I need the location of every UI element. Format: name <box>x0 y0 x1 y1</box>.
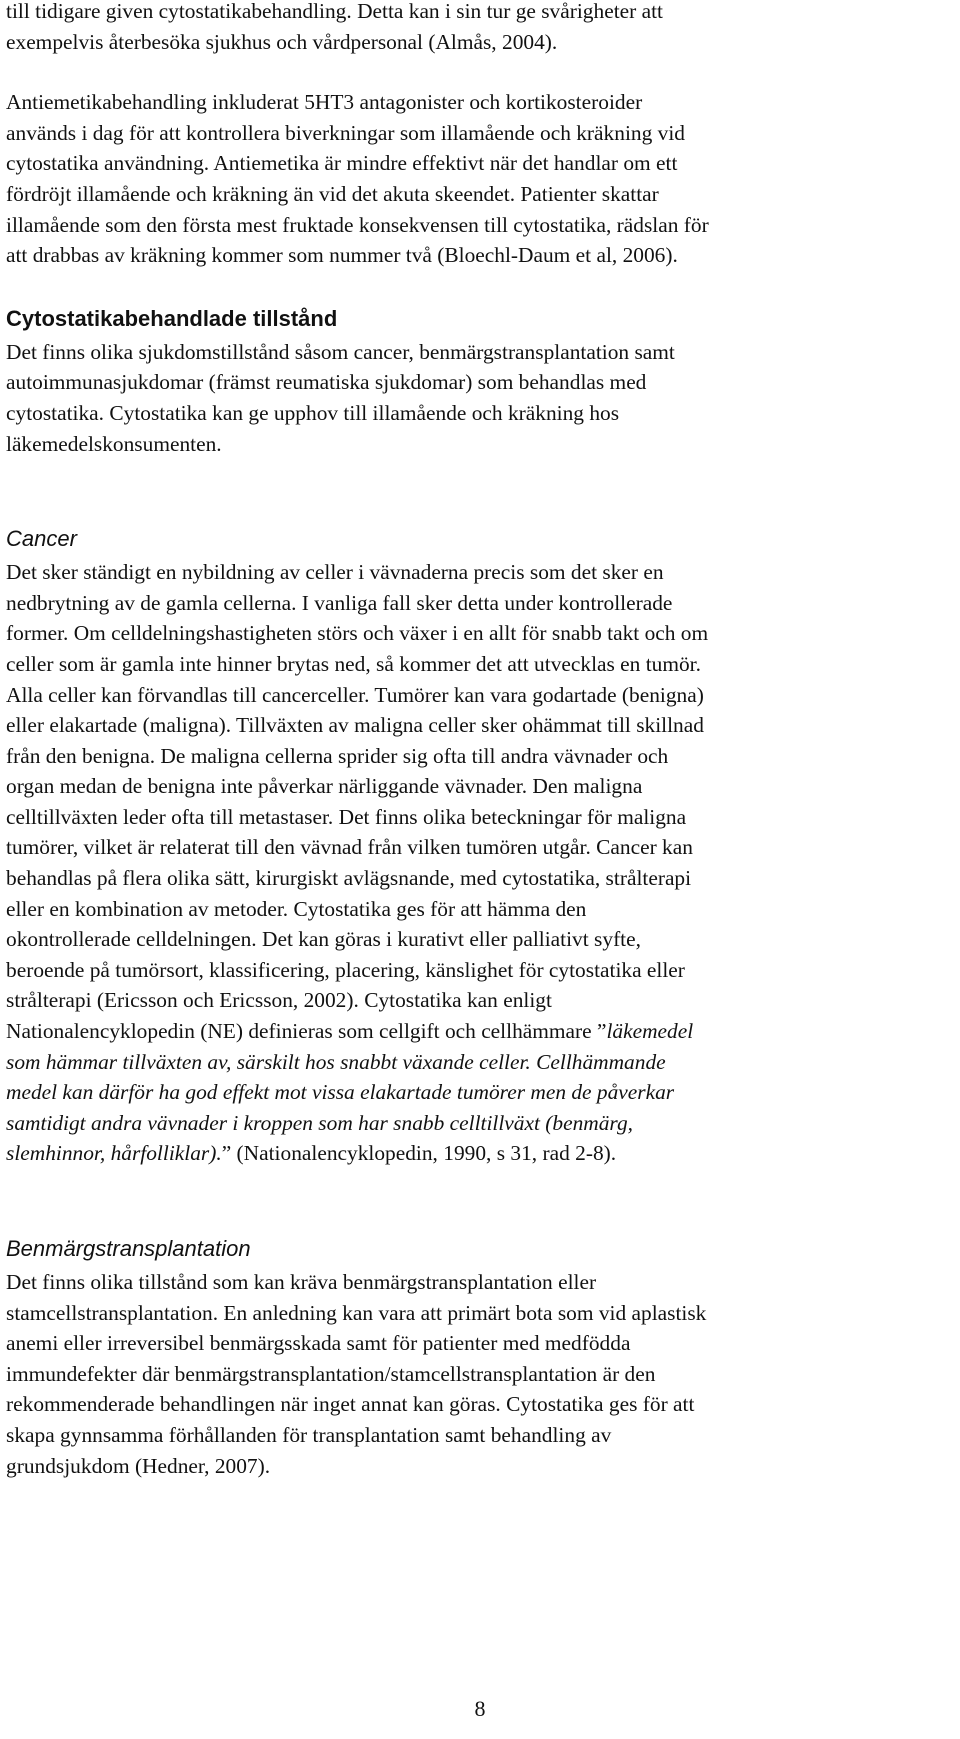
section-paragraph: Det finns olika sjukdomstillstånd såsom cancer, benmärgstransplantation samt autoimmunasjukdomar (främst reumatiska sjukdomar) som behandlas med cytostatika. Cytostatika kan ge upphov till illamående och kräkning hos läkemedelskonsumenten. <box>6 339 675 456</box>
intro-paragraph-2: Antiemetikabehandling inkluderat 5HT3 antagonister och kortikosteroider används i dag för att kontrollera biverkningar som illamående och kräkning vid cytostatika användning. Antiemetika är mindre effektivt när det handlar om ett fördröjt illamående och kräkning än vid det akuta skeendet. Patienter skattar illamående som den första mest fruktade konsekvensen till cytostatika, rädslan för att drabbas av kräkning kommer som nummer två (Bloechl-Daum et al, 2006). <box>6 90 709 268</box>
bone-marrow-paragraph: Det finns olika tillstånd som kan kräva benmärgstransplantation eller stamcellstransplantation. En anledning kan vara att primärt bota som vid aplastisk anemi eller irreversibel benmärgsskada samt för patienter med medfödda immundefekter där benmärgstransplantation/stamcellstransplantation är den rekommenderade behandlingen när inget annat kan göras. Cytostatika ges för att skapa gynnsamma förhållanden för transplantation samt behandling av grundsjukdom (Hedner, 2007). <box>6 1270 707 1478</box>
cancer-text: Det sker ständigt en nybildning av celler i vävnaderna precis som det sker en nedbrytning av de gamla cellerna. I vanliga fall sker detta under kontrollerade former. Om celldelningshastigheten störs och växer i en allt för snabb takt och om celler som är gamla inte hinner brytas ned, så kommer det att utvecklas en tumör. Alla celler kan förvandlas till cancerceller. Tumörer kan vara godartade (benigna) eller elakartade (maligna). Tillväxten av maligna celler sker ohämmat till skillnad från den benigna. De maligna cellerna sprider sig ofta till andra vävnader och organ medan de benigna inte påverkar närliggande vävnader. Den maligna celltillväxten leder ofta till metastaser. Det finns olika beteckningar för maligna tumörer, vilket är relaterat till den vävnad från vilken tumören utgår. Cancer kan behandlas på flera olika sätt, kirurgiskt avlägsnande, med cytostatika, strålterapi eller en kombination av metoder. Cytostatika ges för att hämma den okontrollerade celldelningen. Det kan göras i kurativt eller palliativt syfte, beroende på tumörsort, klassificering, placering, känslighet för cytostatika eller strålterapi (Ericsson och Ericsson, 2002). Cytostatika kan enligt Nationalencyklopedin (NE) definieras som cellgift och cellhämmare ” <box>6 560 709 1044</box>
page-number: 8 <box>474 1696 486 1721</box>
intro-paragraph-1: till tidigare given cytostatikabehandling. Detta kan i sin tur ge svårigheter att exempelvis återbesöka sjukhus och vårdpersonal (Almås, 2004). <box>6 0 663 54</box>
document-page <box>6 0 946 1481</box>
cancer-quote: läkemedel som hämmar tillväxten av, särskilt hos snabbt växande celler. Cellhämmande medel kan därför ha god effekt mot vissa elakartade tumörer men de påverkar samtidigt andra vävnader i kroppen som har snabb celltillväxt (benmärg, slemhinnor, hårfolliklar). <box>6 1019 694 1166</box>
cancer-heading: Cancer <box>6 526 77 552</box>
bone-marrow-heading: Benmärgstransplantation <box>6 1236 251 1261</box>
section-heading: Cytostatikabehandlade tillstånd <box>6 305 338 331</box>
cancer-citation: ” (Nationalencyklopedin, 1990, s 31, rad 2-8). <box>221 1141 617 1166</box>
cancer-paragraph <box>6 557 946 1169</box>
